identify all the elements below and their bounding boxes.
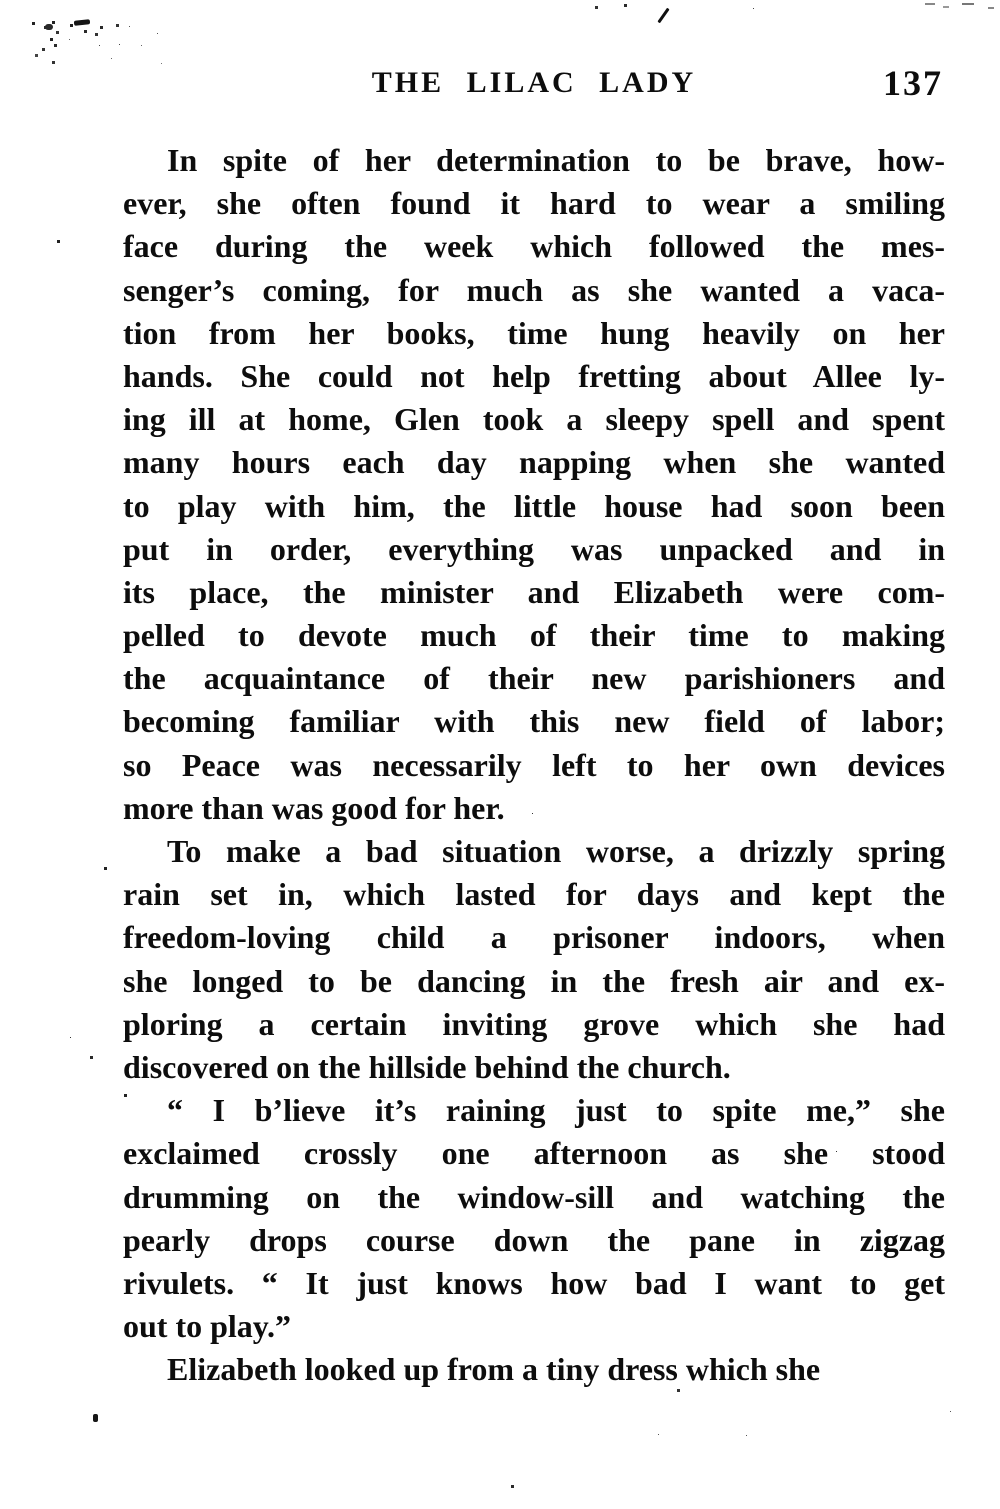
text-line: ploring a certain inviting grove which she had [123,1005,945,1042]
body-text [123,139,945,1391]
text-line: rivulets. “ It just knows how bad I want to get [123,1264,945,1301]
ink-smudge [45,24,53,30]
scan-speckles [0,0,3,3]
page-number: 137 [883,63,943,103]
text-line: Elizabeth looked up from a tiny dress which she [167,1351,821,1388]
paragraph [123,139,945,830]
pen-mark [657,8,669,24]
scan-artifact [925,3,935,5]
scan-artifact [962,3,974,5]
text-line: “ I b’lieve it’s raining just to spite me,” she [167,1092,945,1129]
text-line: its place, the minister and Elizabeth were com- [123,573,945,610]
text-line: drumming on the window-sill and watching the [123,1178,945,1215]
text-line: pelled to devote much of their time to making [123,617,945,654]
text-line: discovered on the hillside behind the church. [123,1048,731,1085]
running-head-title: THE LILAC LADY [371,66,697,99]
paragraph [123,1089,945,1348]
paragraph [123,830,945,1089]
scan-artifact [93,1414,98,1422]
ink-smudge [74,19,90,26]
scan-artifact [988,7,994,9]
text-line: senger’s coming, for much as she wanted a vaca- [123,271,945,308]
text-line: the acquaintance of their new parishioners and [123,660,945,697]
text-line: she longed to be dancing in the fresh air and ex- [123,962,945,999]
text-line: To make a bad situation worse, a drizzly spring [167,833,945,869]
text-line: rain set in, which lasted for days and kept the [123,876,945,913]
text-line: to play with him, the little house had soon been [123,487,945,524]
text-line: put in order, everything was unpacked and in [123,530,945,567]
text-line: so Peace was necessarily left to her own devices [123,746,945,783]
text-line: ever, she often found it hard to wear a smiling [123,185,945,222]
text-line: pearly drops course down the pane in zigzag [123,1221,945,1258]
text-line: many hours each day napping when she wanted [123,444,945,481]
text-line: In spite of her determination to be brave, how- [167,142,945,178]
paragraph [123,1348,945,1391]
scan-artifact [943,6,949,8]
text-line: face during the week which followed the mes- [123,228,945,265]
text-line: out to play.” [123,1308,292,1345]
text-line: becoming familiar with this new field of labor; [123,703,945,740]
text-line: more than was good for her. [123,789,505,826]
text-line: ing ill at home, Glen took a sleepy spell and spent [123,401,945,438]
text-line: hands. She could not help fretting about Allee ly- [123,357,945,394]
text-line: freedom-loving child a prisoner indoors, when [123,919,945,956]
text-line: tion from her books, time hung heavily on her [123,314,945,351]
text-line: exclaimed crossly one afternoon as she stood [123,1135,945,1172]
